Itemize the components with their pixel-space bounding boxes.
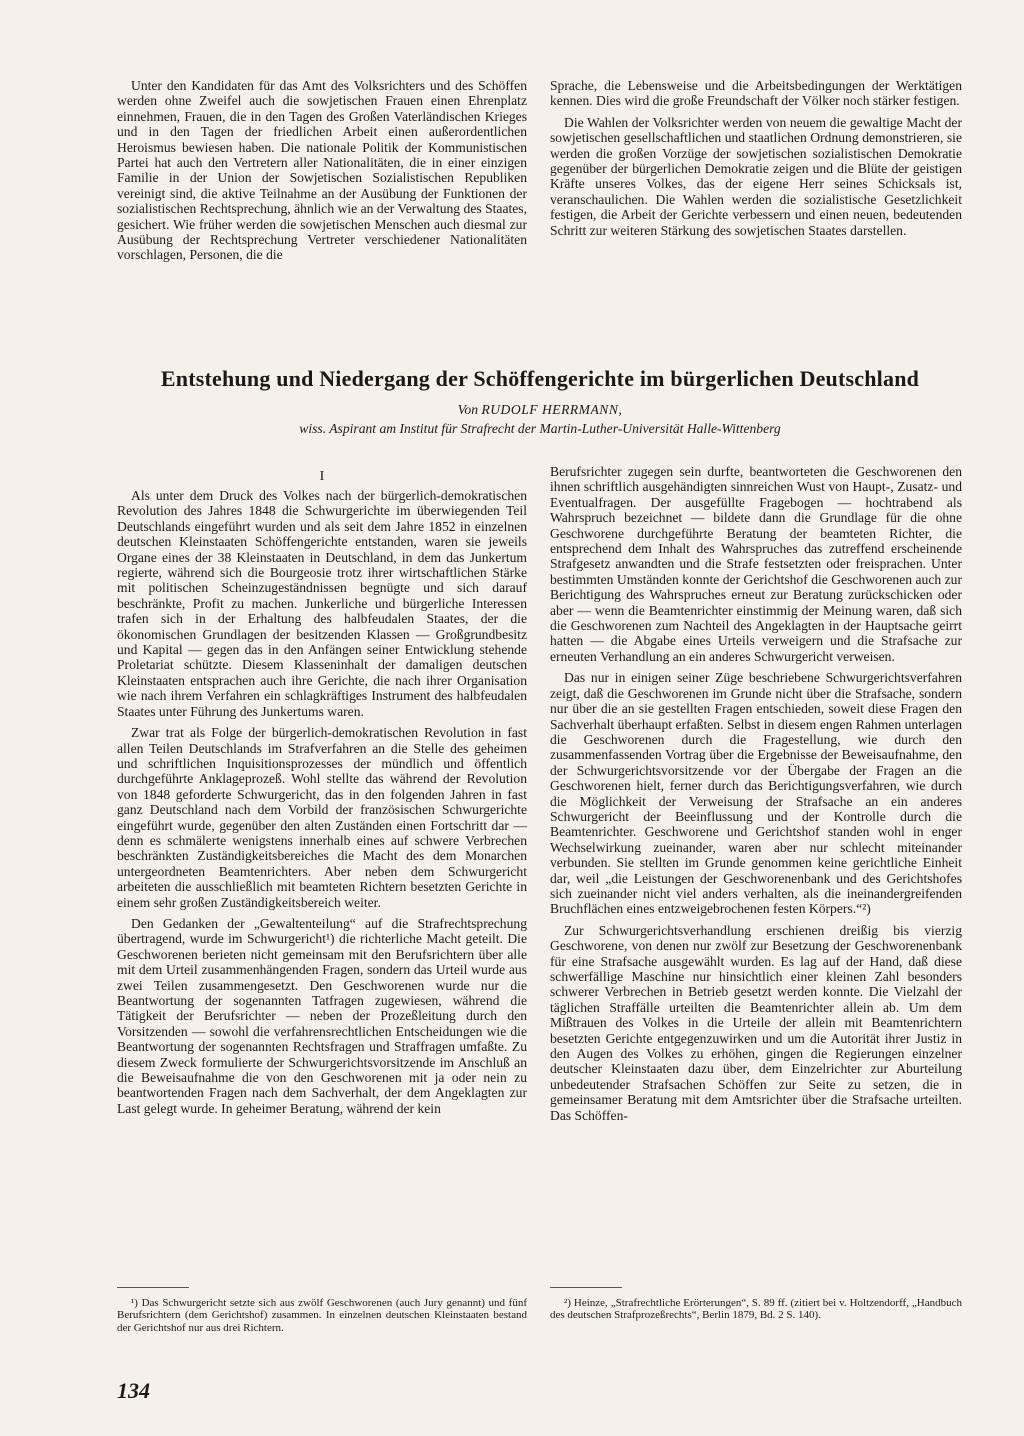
footnote-text: ¹) Das Schwurgericht setzte sich aus zwölf Geschworenen (auch Jury genannt) und fünf Berufsrichtern (dem Gerichtshof) zusammen. In einzelnen deutschen Kleinstaaten bestand der Gerichtshof nur aus drei Richtern. [117,1297,527,1334]
footnote-2 [550,1297,962,1322]
section-number: I [319,469,325,484]
body-left-column [117,488,527,1122]
paragraph: Berufsrichter zugegen sein durfte, beantworteten die Geschworenen den ihnen schriftlich ausgehändigten sinnreichen Wust von Haupt-, Zusatz- und Eventualfragen. Der ausgefüllte Fragebogen — hochtrabend als Wahrspruch bezeichnet — bildete dann die Grundlage für die ohne Geschworene durchgeführte Beratung der beamteten Richter, die entsprechend dem Inhalt des Wahrspruches das zutreffend erscheinende Strafgesetz anwandten und die Strafe festsetzten oder freisprachen. Unter bestimmten Umständen konnte der Gerichtshof die Geschworenen auch zur Berichtigung des Wahrspruches erneut zur Beratung zurückschicken oder aber — wenn die Beamtenrichter einstimmig der Meinung waren, daß sich die Geschworenen zum Nachteil des Angeklagten in der Hauptsache geirrt hatten — die Abgabe eines Urteils verweigern und die Strafsache zur erneuten Verhandlung an ein anderes Schwurgericht verweisen. [550,464,962,664]
paragraph: Sprache, die Lebensweise und die Arbeitsbedingungen der Werktätigen kennen. Dies wird die große Freundschaft der Völker noch stärker festigen. [550,78,962,109]
footnote-divider [117,1287,189,1288]
footnote-text: ²) Heinze, „Strafrechtliche Erörterungen“, S. 89 ff. (zitiert bei v. Holtzendorff, „Handbuch des deutschen Strafprozeßrechts“, Berlin 1879, Bd. 2 S. 140). [550,1297,962,1322]
body-right-column [550,464,962,1129]
byline-prefix: Von [457,402,479,417]
footnote-divider [550,1287,622,1288]
author-name: RUDOLF HERRMANN, [481,402,623,417]
page-number: 134 [117,1378,150,1403]
paragraph: Unter den Kandidaten für das Amt des Volksrichters und des Schöffen werden ohne Zweifel auch die sowjetischen Frauen einen Ehrenplatz einnehmen, Frauen, die in den Tagen des Großen Vaterländischen Krieges und in den Tagen der friedlichen Arbeit einen außerordentlichen Heroismus bewiesen haben. Die nationale Politik der Kommunistischen Partei hat auch den Vertretern aller Nationalitäten, die in einer einzigen Familie in der Union der Sowjetischen Sozialistischen Republiken vereinigt sind, die aktive Teilnahme an der Ausübung der Funktionen der sozialistischen Rechtsprechung, ähnlich wie an der Verwaltung des Staates, gesichert. Wie früher werden die sowjetischen Menschen auch diesmal zur Ausübung der Rechtsprechung Vertreter verschiedener Nationalitäten vorschlagen, Personen, die die [117,78,527,263]
paragraph: Den Gedanken der „Gewaltenteilung“ auf die Strafrechtsprechung übertragend, wurde im Schwurgericht¹) die richterliche Macht geteilt. Die Geschworenen berieten nicht gemeinsam mit den Berufsrichtern über alle mit dem Urteil zusammenhängenden Fragen, sondern das Urteil wurde aus zwei Teilen zusammengesetzt. Den Geschworenen wurde nur die Beantwortung der sogenannten Tatfragen zugewiesen, während die Tätigkeit der Berufsrichter — neben der Prozeßleitung durch den Vorsitzenden — sowohl die verfahrensrechtlichen Entscheidungen wie die Beantwortung der sogenannten Rechtsfragen und Straffragen umfaßte. Zu diesem Zweck formulierte der Schwurgerichtsvorsitzende im Anschluß an die Beweisaufnahme die von den Geschworenen mit ja oder nein zu beantwortenden Fragen nach dem Sachverhalt, der dem Angeklagten zur Last gelegt wurde. In geheimer Beratung, während der kein [117,915,527,1116]
article-title: Entstehung und Niedergang der Schöffengerichte im bürgerlichen Deutschland [160,366,920,391]
byline [100,402,980,418]
paragraph: Das nur in einigen seiner Züge beschriebene Schwurgerichtsverfahren zeigt, daß die Geschworenen im Grunde nicht über die Strafsache, sondern nur über die an sie gestellten Fragen entschieden, soweit diese Fragen den Sachverhalt überhaupt erfaßten. Selbst in diesem engen Rahmen unterlagen die Geschworenen durch die Fragestellung, wie durch den zusammenfassenden Vortrag über die Ergebnisse der Beweisaufnahme, den der Schwurgerichtsvorsitzende vor der Übergabe der Fragen an die Geschworenen hielt, ferner durch das Berichtigungsverfahren, wie durch die Möglichkeit der Verweisung der Strafsache an ein anderes Schwurgericht der Beeinflussung und der Kontrolle durch die Beamtenrichter. Geschworene und Gerichtshof standen wohl in enger Wechselwirkung zueinander, waren aber nur schlecht miteinander verbunden. Sie stellten im Grunde genommen keine gerichtliche Einheit dar, weil „die Leistungen der Geschworenenbank und des Gerichtshofes sich zueinander nicht viel anders verhalten, als die ineinandergreifenden Bruchflächen eines entzweigebrochenen festen Körpers.“²) [550,670,962,917]
author-affiliation: wiss. Aspirant am Institut für Strafrecht der Martin-Luther-Universität Halle-Wittenberg [299,421,781,436]
paragraph: Zur Schwurgerichtsverhandlung erschienen dreißig bis vierzig Geschworene, von denen nur zwölf zur Besetzung der Geschworenenbank für eine Strafsache ausgewählt wurden. Es lag auf der Hand, daß diese schwerfällige Maschine nur hinsichtlich einer kleinen Zahl besonders schwerer Verbrechen in Betrieb gesetzt werden konnte. Die Vielzahl der täglichen Straffälle urteilten die Beamtenrichter allein ab. Um dem Mißtrauen des Volkes in die Urteile der allein mit Beamtenrichtern besetzten Gerichte entgegenzuwirken und um die Autorität ihrer Justiz in den Augen des Volkes zu erhöhen, gingen die Regierungen einzelner deutscher Kleinstaaten dazu über, dem Einzelrichter zur Aburteilung unbedeutender Strafsachen Schöffen zur Seite zu setzen, die in gemeinsamer Beratung mit dem Amtsrichter über die Strafsache urteilten. Das Schöffen- [550,922,962,1123]
paragraph: Die Wahlen der Volksrichter werden von neuem die gewaltige Macht der sowjetischen gesellschaftlichen und staatlichen Ordnung demonstrieren, sie werden die großen Vorzüge der sowjetischen sozialistischen Demokratie gegenüber der bürgerlichen Demokratie zeigen und die Blüte der geistigen Kräfte unseres Volkes, das der eigene Herr seines Schicksals ist, veranschaulichen. Die Wahlen werden die sozialistische Gesetzlichkeit festigen, die Arbeit der Gerichte verbessern und einen neuen, bedeutenden Schritt zur weiteren Stärkung des sowjetischen Staates darstellen. [550,114,962,238]
paragraph: Als unter dem Druck des Volkes nach der bürgerlich-demokratischen Revolution des Jahres 1848 die Schwurgerichte im überwiegenden Teil Deutschlands eingeführt wurden und als seit dem Jahre 1852 in einzelnen deutschen Kleinstaaten Schöffengerichte entstanden, waren sie jeweils Organe eines der 38 Kleinstaaten in Deutschland, in dem das Junkertum regierte, während sich die Bourgeosie trotz ihrer wirtschaftlichen Stärke mit politischen Scheinzugeständnissen begnügte und sich darauf beschränkte, Profit zu machen. Junkerliche und bürgerliche Interessen trafen sich in der Erhaltung des halbfeudalen Staates, der die ökonomischen Grundlagen der besitzenden Klassen — Großgrundbesitz und Kapital — gegen das in den Anfängen seiner Entwicklung stehende Proletariat schützte. Diesem Klasseninhalt der damaligen deutschen Kleinstaaten entsprachen auch ihre Gerichte, die nach ihrer Organisation wie nach ihrem Verfahren ein schlagkräftiges Instrument des halbfeudalen Staates unter Führung des Junkertums waren. [117,488,527,719]
paragraph: Zwar trat als Folge der bürgerlich-demokratischen Revolution in fast allen Teilen Deutschlands im Strafverfahren an die Stelle des geheimen und schriftlichen Inquisitionsprozesses der mündlich und öffentlich durchgeführte Anklageprozeß. Wohl stellte das während der Revolution von 1848 geforderte Schwurgericht, das in den folgenden Jahren in fast ganz Deutschland nach dem Vorbild der französischen Schwurgerichte eingeführt wurde, gegenüber den alten Zuständen einen Fortschritt dar — denn es schmälerte wenigstens innerhalb eines auf schwere Verbrechen beschränkten Zuständigkeitsbereiches die Macht des dem Monarchen untergeordneten Beamtenrichters. Aber neben dem Schwurgericht arbeiteten die ausschließlich mit beamteten Richtern besetzten Gerichte in einem sehr großen Zuständigkeitsbereich weiter. [117,725,527,910]
top-left-column [117,78,527,269]
footnote-1 [117,1297,527,1334]
top-right-column [550,78,962,244]
